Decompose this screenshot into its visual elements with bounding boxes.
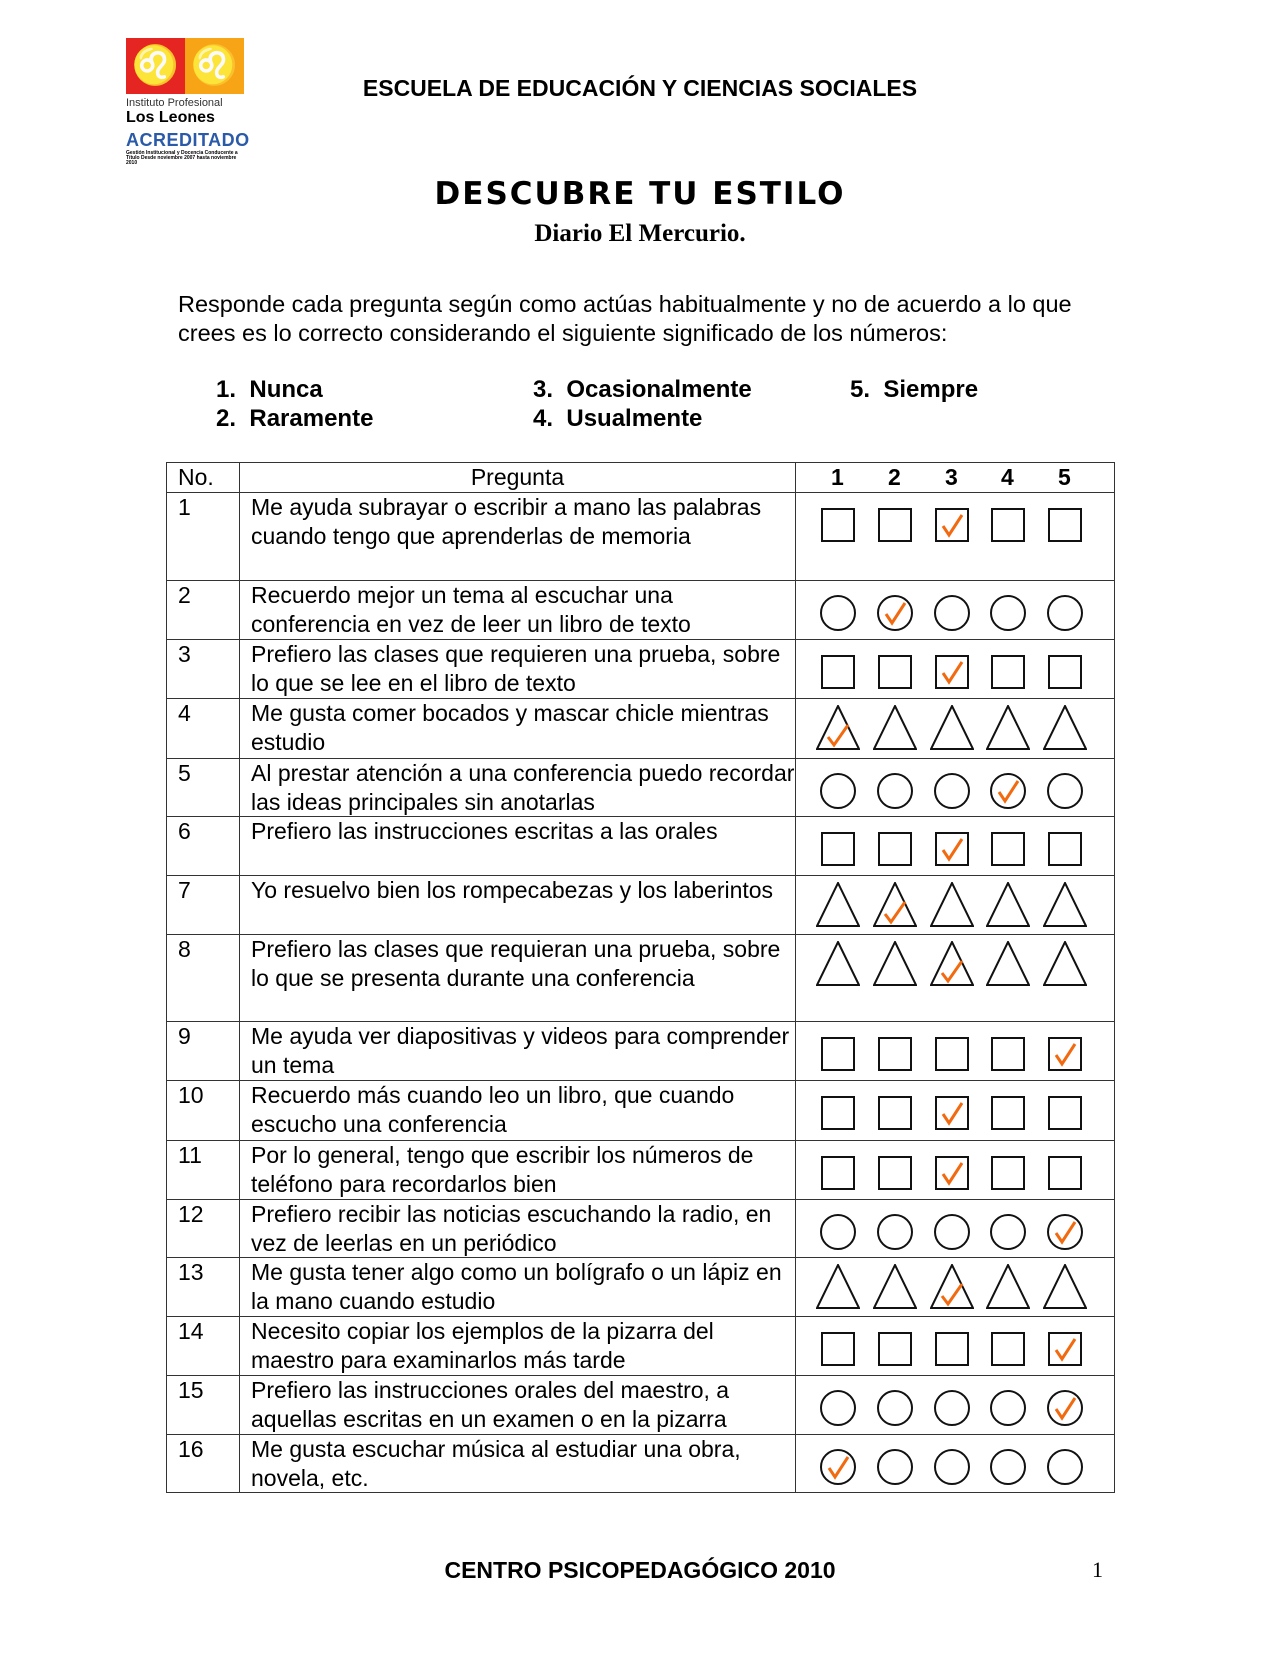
triangle-option-1[interactable]	[816, 1264, 860, 1310]
square-option-5-checked[interactable]	[1047, 1331, 1083, 1367]
circle-option-2[interactable]	[877, 1390, 913, 1426]
triangle-option-3-checked[interactable]	[930, 941, 974, 987]
row-number: 2	[167, 581, 240, 640]
row-number: 16	[167, 1435, 240, 1493]
triangle-option-2[interactable]	[873, 941, 917, 987]
answer-options	[796, 1200, 1115, 1258]
circle-option-4-checked[interactable]	[990, 773, 1026, 809]
square-option-2[interactable]	[877, 831, 913, 867]
legend-label: Raramente	[249, 405, 374, 432]
logo-text: Los Leones	[126, 109, 215, 126]
answer-options	[796, 581, 1115, 640]
answer-options	[796, 1376, 1115, 1435]
answer-options	[796, 1258, 1115, 1317]
legend-label: Nunca	[249, 376, 323, 403]
table-row	[167, 581, 1115, 640]
square-option-1[interactable]	[820, 1095, 856, 1131]
answer-options	[796, 1141, 1115, 1200]
table-row	[167, 1317, 1115, 1376]
row-number: 4	[167, 699, 240, 759]
scale-header-5: 5	[1058, 464, 1071, 490]
circle-option-5-checked[interactable]	[1047, 1390, 1083, 1426]
scale-header-3: 3	[945, 464, 958, 490]
square-option-3-checked[interactable]	[934, 831, 970, 867]
row-number: 11	[167, 1141, 240, 1200]
square-option-3-checked[interactable]	[934, 507, 970, 543]
scale-header-1: 1	[831, 464, 844, 490]
legend-number: 3.	[533, 376, 554, 403]
circle-option-5-checked[interactable]	[1047, 1214, 1083, 1250]
question-text: Prefiero las instrucciones orales del maestro, a aquellas escritas en un examen o en la pizarra	[240, 1376, 796, 1435]
header-no: No.	[167, 463, 240, 493]
circle-option-3[interactable]	[934, 1390, 970, 1426]
table-row	[167, 1200, 1115, 1258]
table-row	[167, 759, 1115, 817]
legend-label: Usualmente	[566, 405, 703, 432]
square-option-4[interactable]	[990, 1036, 1026, 1072]
triangle-option-2-checked[interactable]	[873, 882, 917, 928]
logo-text: Instituto Profesional	[126, 97, 223, 109]
circle-option-2[interactable]	[877, 1214, 913, 1250]
table-row	[167, 1141, 1115, 1200]
triangle-option-1[interactable]	[816, 882, 860, 928]
answer-options	[796, 935, 1115, 1022]
table-row	[167, 876, 1115, 935]
answer-options	[796, 699, 1115, 759]
triangle-option-5[interactable]	[1043, 705, 1087, 751]
answer-options	[796, 1022, 1115, 1081]
legend-label: Ocasionalmente	[566, 376, 752, 403]
square-option-2[interactable]	[877, 1155, 913, 1191]
square-option-5[interactable]	[1047, 1155, 1083, 1191]
page-title: DESCUBRE TU ESTILO	[434, 176, 846, 212]
question-text: Recuerdo más cuando leo un libro, que cuando escucho una conferencia	[240, 1081, 796, 1141]
square-option-2[interactable]	[877, 654, 913, 690]
page-number: 1	[1092, 1557, 1103, 1582]
square-option-4[interactable]	[990, 1331, 1026, 1367]
square-option-5[interactable]	[1047, 831, 1083, 867]
answer-options	[796, 493, 1115, 581]
row-number: 3	[167, 640, 240, 699]
legend-item	[216, 376, 323, 404]
table-row	[167, 699, 1115, 759]
square-option-1[interactable]	[820, 507, 856, 543]
table-row	[167, 1435, 1115, 1493]
row-number: 1	[167, 493, 240, 581]
answer-options	[796, 759, 1115, 817]
question-text: Me ayuda ver diapositivas y videos para comprender un tema	[240, 1022, 796, 1081]
institution-logo	[126, 38, 250, 166]
circle-option-3[interactable]	[934, 1214, 970, 1250]
square-option-3-checked[interactable]	[934, 654, 970, 690]
legend-number: 4.	[533, 405, 554, 432]
page-subtitle: Diario El Mercurio.	[534, 220, 746, 247]
circle-option-3[interactable]	[934, 595, 970, 631]
answer-options	[796, 817, 1115, 876]
row-number: 9	[167, 1022, 240, 1081]
square-option-5[interactable]	[1047, 654, 1083, 690]
square-option-4[interactable]	[990, 831, 1026, 867]
legend-item	[533, 405, 702, 433]
row-number: 15	[167, 1376, 240, 1435]
square-option-5-checked[interactable]	[1047, 1036, 1083, 1072]
triangle-option-3-checked[interactable]	[930, 1264, 974, 1310]
table-row	[167, 817, 1115, 876]
triangle-option-5[interactable]	[1043, 941, 1087, 987]
question-text: Me ayuda subrayar o escribir a mano las palabras cuando tengo que aprenderlas de memoria	[240, 493, 796, 581]
answer-options	[796, 1317, 1115, 1376]
table-row	[167, 493, 1115, 581]
circle-option-2[interactable]	[877, 773, 913, 809]
circle-option-1-checked[interactable]	[820, 1449, 856, 1485]
table-header	[167, 463, 1115, 493]
circle-option-1[interactable]	[820, 1214, 856, 1250]
logo-text: ACREDITADO	[126, 130, 250, 150]
questionnaire-table	[166, 462, 1115, 1493]
table-row	[167, 1376, 1115, 1435]
circle-option-4[interactable]	[990, 1449, 1026, 1485]
table-row	[167, 1022, 1115, 1081]
triangle-option-4[interactable]	[986, 941, 1030, 987]
square-option-3[interactable]	[934, 1036, 970, 1072]
answer-options	[796, 1081, 1115, 1141]
triangle-option-1[interactable]	[816, 941, 860, 987]
circle-option-1[interactable]	[820, 1390, 856, 1426]
question-text: Prefiero las instrucciones escritas a las orales	[240, 817, 796, 876]
table-row	[167, 640, 1115, 699]
row-number: 7	[167, 876, 240, 935]
table-row	[167, 1258, 1115, 1317]
table-row	[167, 1081, 1115, 1141]
square-option-1[interactable]	[820, 831, 856, 867]
footer-text: CENTRO PSICOPEDAGÓGICO 2010	[444, 1557, 836, 1583]
question-text: Prefiero las clases que requieran una prueba, sobre lo que se presenta durante una conferencia	[240, 935, 796, 1022]
triangle-option-3[interactable]	[930, 882, 974, 928]
header-scale	[796, 463, 1115, 493]
triangle-option-4[interactable]	[986, 882, 1030, 928]
circle-option-4[interactable]	[990, 1214, 1026, 1250]
circle-option-3[interactable]	[934, 1449, 970, 1485]
row-number: 8	[167, 935, 240, 1022]
row-number: 5	[167, 759, 240, 817]
square-option-3-checked[interactable]	[934, 1155, 970, 1191]
question-text: Me gusta escuchar música al estudiar una obra, novela, etc.	[240, 1435, 796, 1493]
circle-option-2[interactable]	[877, 1449, 913, 1485]
question-text: Me gusta tener algo como un bolígrafo o un lápiz en la mano cuando estudio	[240, 1258, 796, 1317]
legend-item	[533, 376, 752, 404]
circle-option-2-checked[interactable]	[877, 595, 913, 631]
circle-option-5[interactable]	[1047, 595, 1083, 631]
question-text: Prefiero las clases que requieren una prueba, sobre lo que se lee en el libro de texto	[240, 640, 796, 699]
square-option-5[interactable]	[1047, 1095, 1083, 1131]
square-option-3[interactable]	[934, 1331, 970, 1367]
square-option-4[interactable]	[990, 1155, 1026, 1191]
question-text: Recuerdo mejor un tema al escuchar una conferencia en vez de leer un libro de texto	[240, 581, 796, 640]
header-question: Pregunta	[240, 463, 796, 493]
triangle-option-2[interactable]	[873, 705, 917, 751]
scale-header-4: 4	[1001, 464, 1014, 490]
question-text: Necesito copiar los ejemplos de la pizarra del maestro para examinarlos más tarde	[240, 1317, 796, 1376]
question-text: Al prestar atención a una conferencia puedo recordar las ideas principales sin anotarlas	[240, 759, 796, 817]
legend-number: 1.	[216, 376, 237, 403]
answer-options	[796, 1435, 1115, 1493]
square-option-4[interactable]	[990, 1095, 1026, 1131]
square-option-5[interactable]	[1047, 507, 1083, 543]
row-number: 10	[167, 1081, 240, 1141]
circle-option-5[interactable]	[1047, 1449, 1083, 1485]
lion-icon: ♌	[185, 38, 244, 94]
question-text: Por lo general, tengo que escribir los números de teléfono para recordarlos bien	[240, 1141, 796, 1200]
triangle-option-1-checked[interactable]	[816, 705, 860, 751]
triangle-option-5[interactable]	[1043, 1264, 1087, 1310]
square-option-4[interactable]	[990, 507, 1026, 543]
circle-option-3[interactable]	[934, 773, 970, 809]
school-name: ESCUELA DE EDUCACIÓN Y CIENCIAS SOCIALES	[362, 75, 918, 101]
square-option-1[interactable]	[820, 1036, 856, 1072]
legend-item	[850, 376, 978, 404]
legend-label: Siempre	[883, 376, 979, 403]
question-text: Yo resuelvo bien los rompecabezas y los laberintos	[240, 876, 796, 935]
triangle-option-2[interactable]	[873, 1264, 917, 1310]
table-row	[167, 935, 1115, 1022]
square-option-4[interactable]	[990, 654, 1026, 690]
row-number: 13	[167, 1258, 240, 1317]
circle-option-4[interactable]	[990, 595, 1026, 631]
row-number: 12	[167, 1200, 240, 1258]
square-option-2[interactable]	[877, 1095, 913, 1131]
circle-option-5[interactable]	[1047, 773, 1083, 809]
circle-option-4[interactable]	[990, 1390, 1026, 1426]
legend-number: 5.	[850, 376, 871, 403]
row-number: 14	[167, 1317, 240, 1376]
question-text: Prefiero recibir las noticias escuchando la radio, en vez de leerlas en un periódico	[240, 1200, 796, 1258]
square-option-1[interactable]	[820, 1331, 856, 1367]
question-text: Me gusta comer bocados y mascar chicle mientras estudio	[240, 699, 796, 759]
legend-number: 2.	[216, 405, 237, 432]
triangle-option-5[interactable]	[1043, 882, 1087, 928]
logo-text: Gestión Institucional y Docencia Conducente a Título Desde noviembre 2007 hasta noviembre 2010	[126, 150, 238, 166]
triangle-option-4[interactable]	[986, 1264, 1030, 1310]
square-option-2[interactable]	[877, 507, 913, 543]
scale-header-2: 2	[888, 464, 901, 490]
triangle-option-3[interactable]	[930, 705, 974, 751]
square-option-1[interactable]	[820, 1155, 856, 1191]
square-option-3-checked[interactable]	[934, 1095, 970, 1131]
lion-icon: ♌	[126, 38, 185, 94]
square-option-1[interactable]	[820, 654, 856, 690]
square-option-2[interactable]	[877, 1036, 913, 1072]
circle-option-1[interactable]	[820, 595, 856, 631]
circle-option-1[interactable]	[820, 773, 856, 809]
instructions: Responde cada pregunta según como actúas habitualmente y no de acuerdo a lo que crees es lo correcto considerando el siguiente significado de los números:	[178, 291, 1072, 346]
answer-options	[796, 640, 1115, 699]
answer-options	[796, 876, 1115, 935]
square-option-2[interactable]	[877, 1331, 913, 1367]
row-number: 6	[167, 817, 240, 876]
triangle-option-4[interactable]	[986, 705, 1030, 751]
legend-item	[216, 405, 373, 433]
